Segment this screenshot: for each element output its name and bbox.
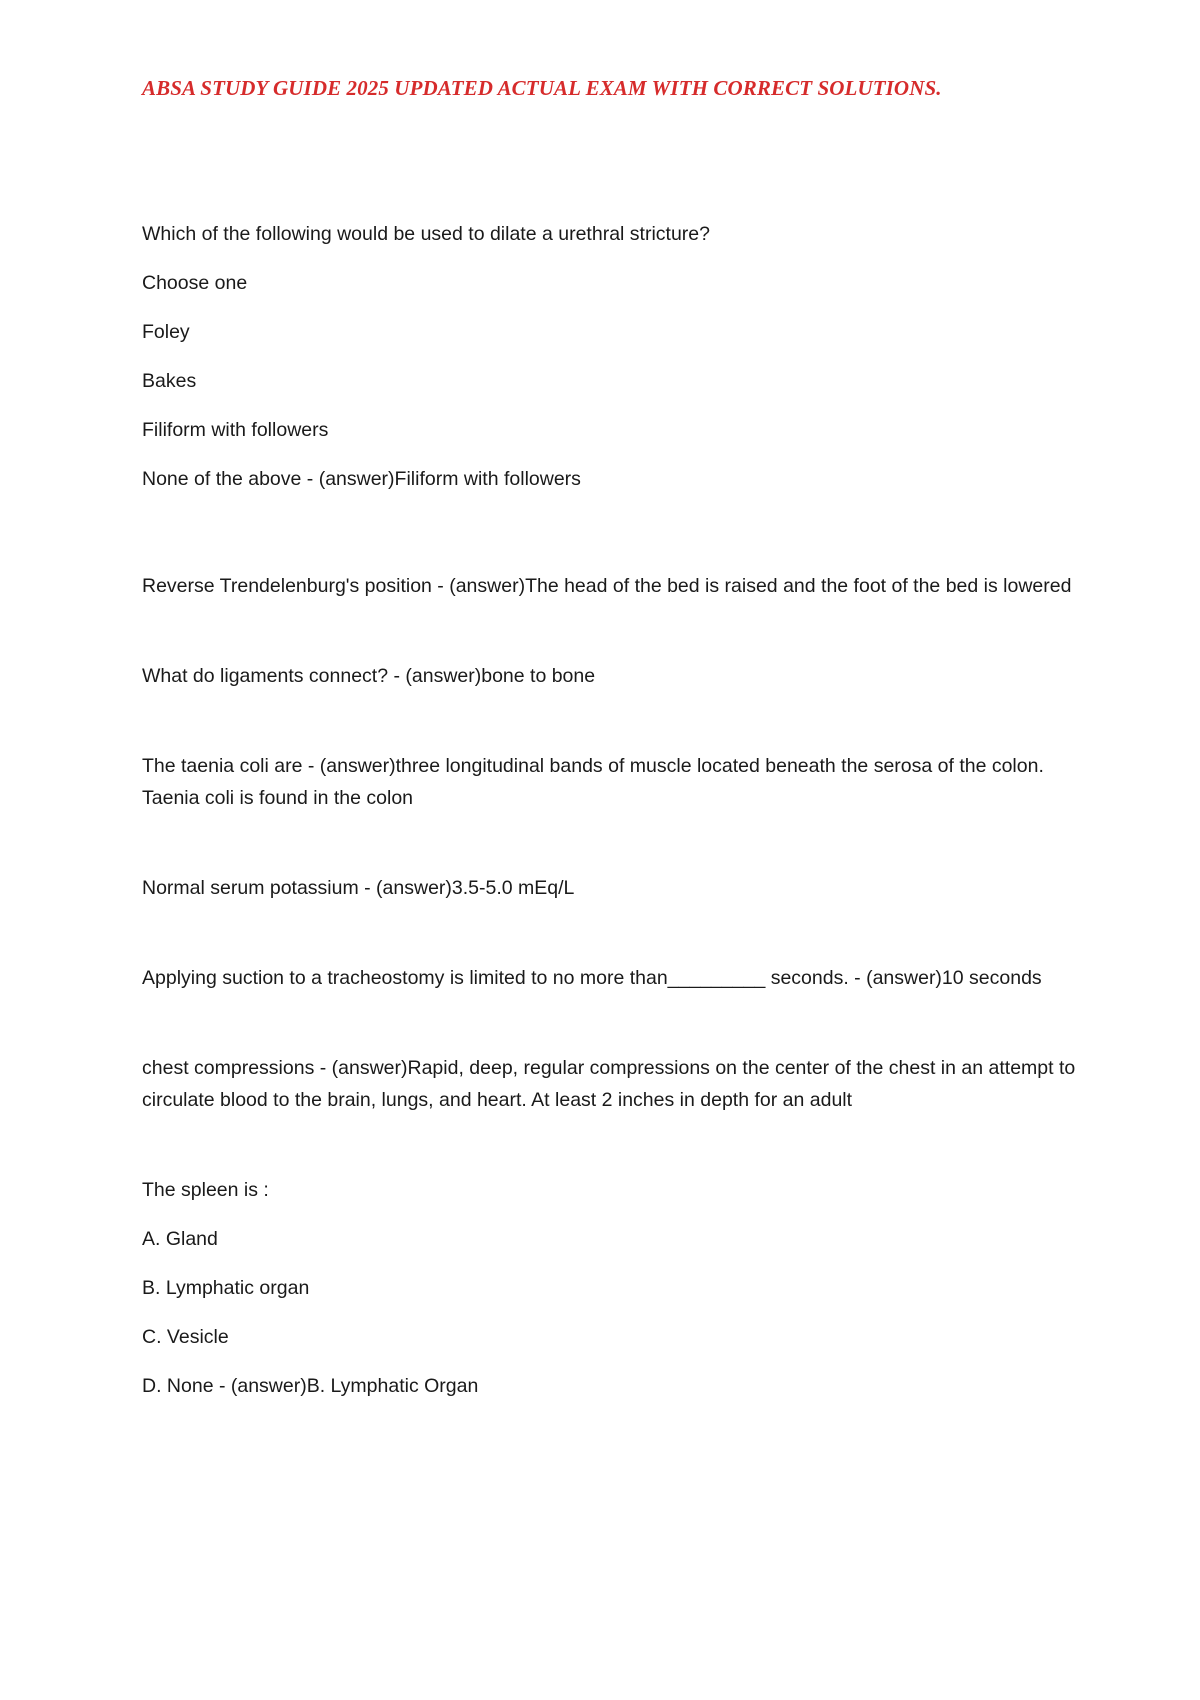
answer-option: C. Vesicle (142, 1326, 229, 1348)
question-block-trendelenburg: Reverse Trendelenburg's position - (answer)The head of the bed is raised and the foot of the bed is lowered (142, 575, 1072, 597)
answer-option: Foley (142, 321, 190, 343)
answer-option: D. None - (answer)B. Lymphatic Organ (142, 1375, 479, 1397)
question-block-ligaments: What do ligaments connect? - (answer)bone to bone (142, 665, 596, 687)
document-body (142, 218, 1092, 1419)
answer-option: A. Gland (142, 1228, 218, 1250)
question-block-chest-compressions: chest compressions - (answer)Rapid, deep, regular compressions on the center of the chest in an attempt to circulate blood to the brain, lungs, and heart. At least 2 inches in depth for an adult (142, 1057, 1076, 1111)
question-block-tracheostomy: Applying suction to a tracheostomy is limited to no more than_________ seconds. - (answer)10 seconds (142, 967, 1042, 989)
answer-option: Filiform with followers (142, 419, 329, 441)
question-block-potassium: Normal serum potassium - (answer)3.5-5.0 mEq/L (142, 877, 575, 899)
question-text: Which of the following would be used to dilate a urethral stricture? (142, 223, 710, 245)
question-text: The spleen is : (142, 1179, 269, 1201)
question-prompt: Choose one (142, 272, 248, 294)
answer-option: Bakes (142, 370, 197, 392)
answer-option: None of the above - (answer)Filiform with followers (142, 468, 581, 490)
question-block-taenia-coli: The taenia coli are - (answer)three longitudinal bands of muscle located beneath the serosa of the colon. Taenia coli is found in the colon (142, 755, 1044, 809)
answer-option: B. Lymphatic organ (142, 1277, 310, 1299)
question-block-spleen (142, 1174, 1092, 1402)
question-block-urethral (142, 218, 1092, 495)
document-title: ABSA STUDY GUIDE 2025 UPDATED ACTUAL EXAM WITH CORRECT SOLUTIONS. (142, 76, 942, 100)
